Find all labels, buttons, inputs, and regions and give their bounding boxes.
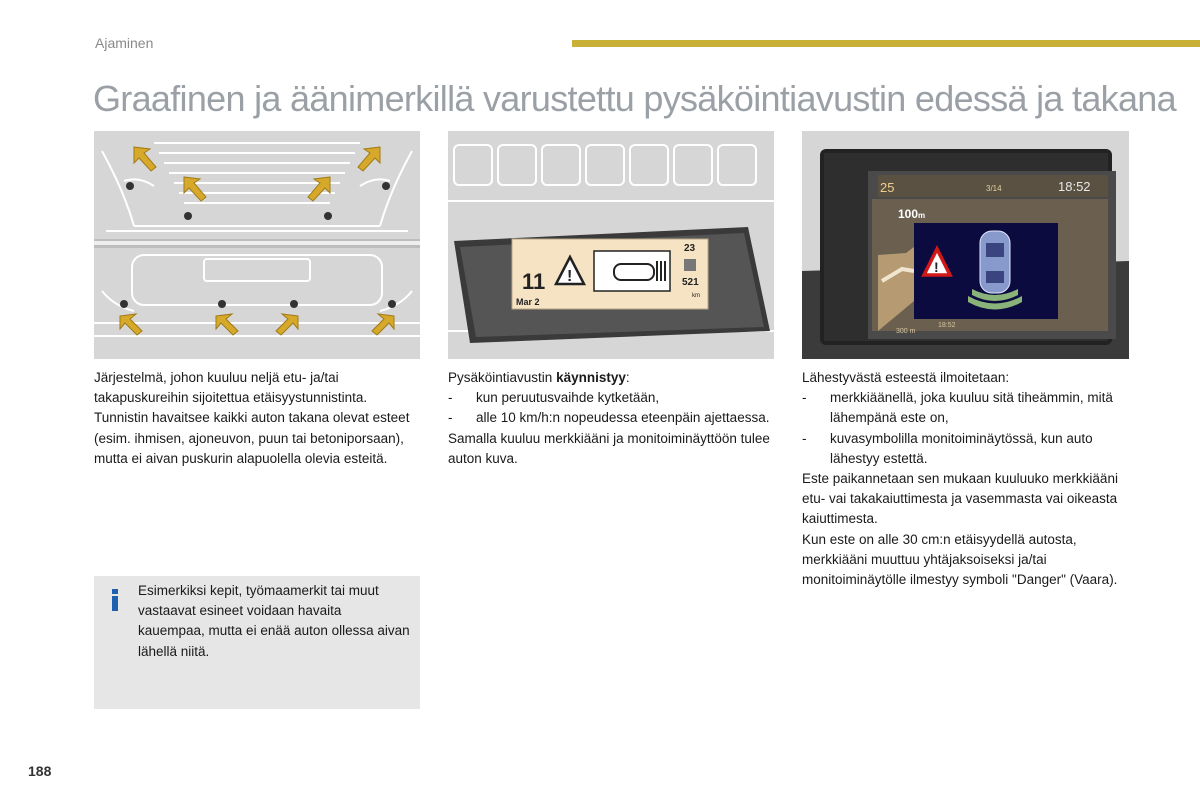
display-date: Mar 2 [516, 297, 540, 307]
list-item: - alle 10 km/h:n nopeudessa eteenpäin ajettaessa. [448, 408, 774, 428]
column-1-text [94, 368, 420, 469]
column-2-after: Samalla kuuluu merkkiääni ja monitoiminäyttöön tulee auton kuva. [448, 430, 770, 466]
list-item: - merkkiäänellä, joka kuuluu sitä tiheämmin, mitä lähempänä este on, [802, 388, 1132, 428]
column-1-paragraph: Järjestelmä, johon kuuluu neljä etu- ja/tai takapuskureihin sijoitettua etäisyystunnistinta. Tunnistin havaitsee kaikki auton takana olevat esteet (esim. ihmisen, ajoneuvon, puun tai betoniporsaan), mutta ei aivan puskurin alapuolella olevia esteitä. [94, 370, 410, 466]
screen-distance: 100 [898, 207, 919, 221]
instrument-display-illustration [448, 131, 774, 359]
list-item: - kun peruutusvaihde kytketään, [448, 388, 774, 408]
column-3-paragraph-2: Kun este on alle 30 cm:n etäisyydellä autosta, merkkiääni muuttuu yhtäjaksoiseksi ja/tai monitoiminäytölle ilmestyy symboli "Danger" (Vaara). [802, 531, 1118, 588]
info-box [94, 576, 420, 709]
section-label: Ajaminen [95, 35, 154, 51]
multifunction-screen-illustration [802, 131, 1129, 359]
screen-bottom-time: 18:52 [938, 322, 956, 329]
column-3-text [802, 368, 1132, 590]
screen-bottom-left: 300 m [896, 328, 916, 335]
display-gear: 11 [522, 269, 546, 294]
column-2-intro: Pysäköintiavustin käynnistyy: [448, 370, 630, 385]
list-item: - kuvasymbolilla monitoiminäytössä, kun auto lähestyy estettä. [802, 429, 1132, 469]
column-3-paragraph-1: Este paikannetaan sen mukaan kuuluuko merkkiääni etu- vai takakaiuttimesta ja vasemmasta vai oikeasta kaiuttimesta. [802, 471, 1118, 527]
display-odometer: 521 [682, 277, 699, 288]
activation-conditions-list [448, 388, 774, 428]
info-icon [112, 589, 118, 611]
header-accent-bar [572, 40, 1200, 47]
screen-time: 18:52 [1058, 179, 1091, 194]
screen-temp: 25 [880, 180, 895, 195]
column-3-intro: Lähestyvästä esteestä ilmoitetaan: [802, 370, 1010, 385]
svg-text:!: ! [934, 259, 939, 275]
screen-track: 3/14 [986, 184, 1002, 193]
display-unit: km [692, 293, 700, 299]
activation-keyword: käynnistyy [556, 370, 626, 385]
warning-methods-list [802, 388, 1132, 469]
sensor-location-illustration [94, 131, 420, 359]
page-title: Graafinen ja äänimerkillä varustettu pysäköintiavustin edessä ja takana [93, 78, 1176, 119]
screen-distance-unit: m [918, 211, 926, 220]
svg-text:!: ! [567, 268, 573, 285]
display-temp: 23 [684, 243, 696, 254]
info-text: Esimerkiksi kepit, työmaamerkit tai muut vastaavat esineet voidaan havaita kauempaa, mutta ei enää auton ollessa aivan lähellä niitä. [138, 583, 410, 659]
column-2-text [448, 368, 774, 469]
page-number: 188 [28, 763, 52, 779]
